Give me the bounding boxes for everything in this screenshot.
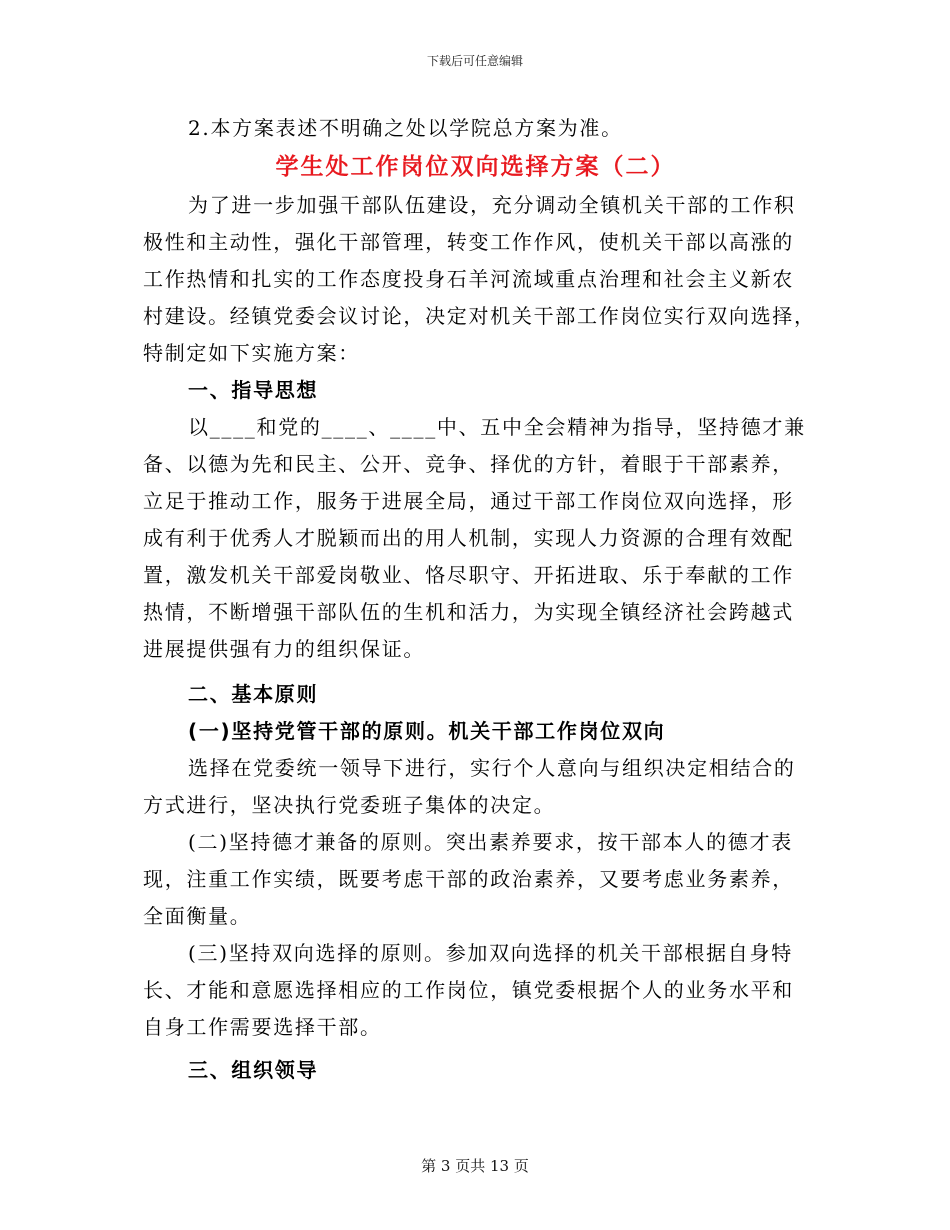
paragraph-line: 自身工作需要选择干部。 [143,1015,382,1039]
document-title: 学生处工作岗位双向选择方案（二） [275,154,676,180]
paragraph-line: 现，注重工作实绩，既要考虑干部的政治素养，又要考虑业务素养， [143,867,794,891]
paragraph-line: 为了进一步加强干部队伍建设，充分调动全镇机关干部的工作积 [188,193,796,217]
paragraph-line: 成有利于优秀人才脱颖而出的用人机制，实现人力资源的合理有效配 [143,526,794,550]
paragraph-line: 以____和党的____、____中、五中全会精神为指导，坚持德才兼 [188,415,806,439]
section-heading-basic-principles: 二、基本原则 [188,682,319,706]
paragraph-line: 进展提供强有力的组织保证。 [143,637,426,661]
paragraph-line: 长、才能和意愿选择相应的工作岗位，镇党委根据个人的业务水平和 [143,978,794,1002]
paragraph-line: 置，激发机关干部爱岗敬业、恪尽职守、开拓进取、乐于奉献的工作 [143,563,794,587]
paragraph-line: 备、以德为先和民主、公开、竞争、择优的方针，着眼于干部素养， [143,452,794,476]
paragraph-line: 全面衡量。 [143,904,252,928]
principle-2-paragraph [143,824,808,935]
paragraph-line: 选择在党委统一领导下进行，实行个人意向与组织决定相结合的 [188,756,796,780]
principle-1-paragraph [143,750,808,824]
section-heading-guiding-ideology: 一、指导思想 [188,378,319,402]
paragraph-line: 村建设。经镇党委会议讨论，决定对机关干部工作岗位实行双向选择， [143,304,816,328]
guiding-ideology-paragraph [143,409,808,668]
intro-paragraph [143,187,816,372]
paragraph-line: 工作热情和扎实的工作态度投身石羊河流域重点治理和社会主义新农 [143,267,794,291]
paragraph-line: (二)坚持德才兼备的原则。突出素养要求，按干部本人的德才表 [188,830,793,854]
principle-heading-party-management: (一)坚持党管干部的原则。机关干部工作岗位双向 [188,719,666,743]
section-heading-organization-leadership: 三、组织领导 [188,1058,319,1082]
page-header: 下载后可任意编辑 [426,54,523,68]
paragraph-line: 立足于推动工作，服务于进展全局，通过干部工作岗位双向选择，形 [143,489,794,513]
principle-3-paragraph [143,935,808,1046]
document-body [143,110,816,1089]
paragraph-line: 热情，不断增强干部队伍的生机和活力，为实现全镇经济社会跨越式 [143,600,794,624]
paragraph-line: 极性和主动性，强化干部管理，转变工作作风，使机关干部以高涨的 [143,230,794,254]
paragraph-line: (三)坚持双向选择的原则。参加双向选择的机关干部根据自身特 [188,941,793,965]
paragraph-line: 特制定如下实施方案： [143,341,360,365]
page-number-footer: 第 3 页共 13 页 [421,1157,529,1175]
previous-section-line: 2.本方案表述不明确之处以学院总方案为准。 [188,116,623,140]
paragraph-line: 方式进行，坚决执行党委班子集体的决定。 [143,793,556,817]
